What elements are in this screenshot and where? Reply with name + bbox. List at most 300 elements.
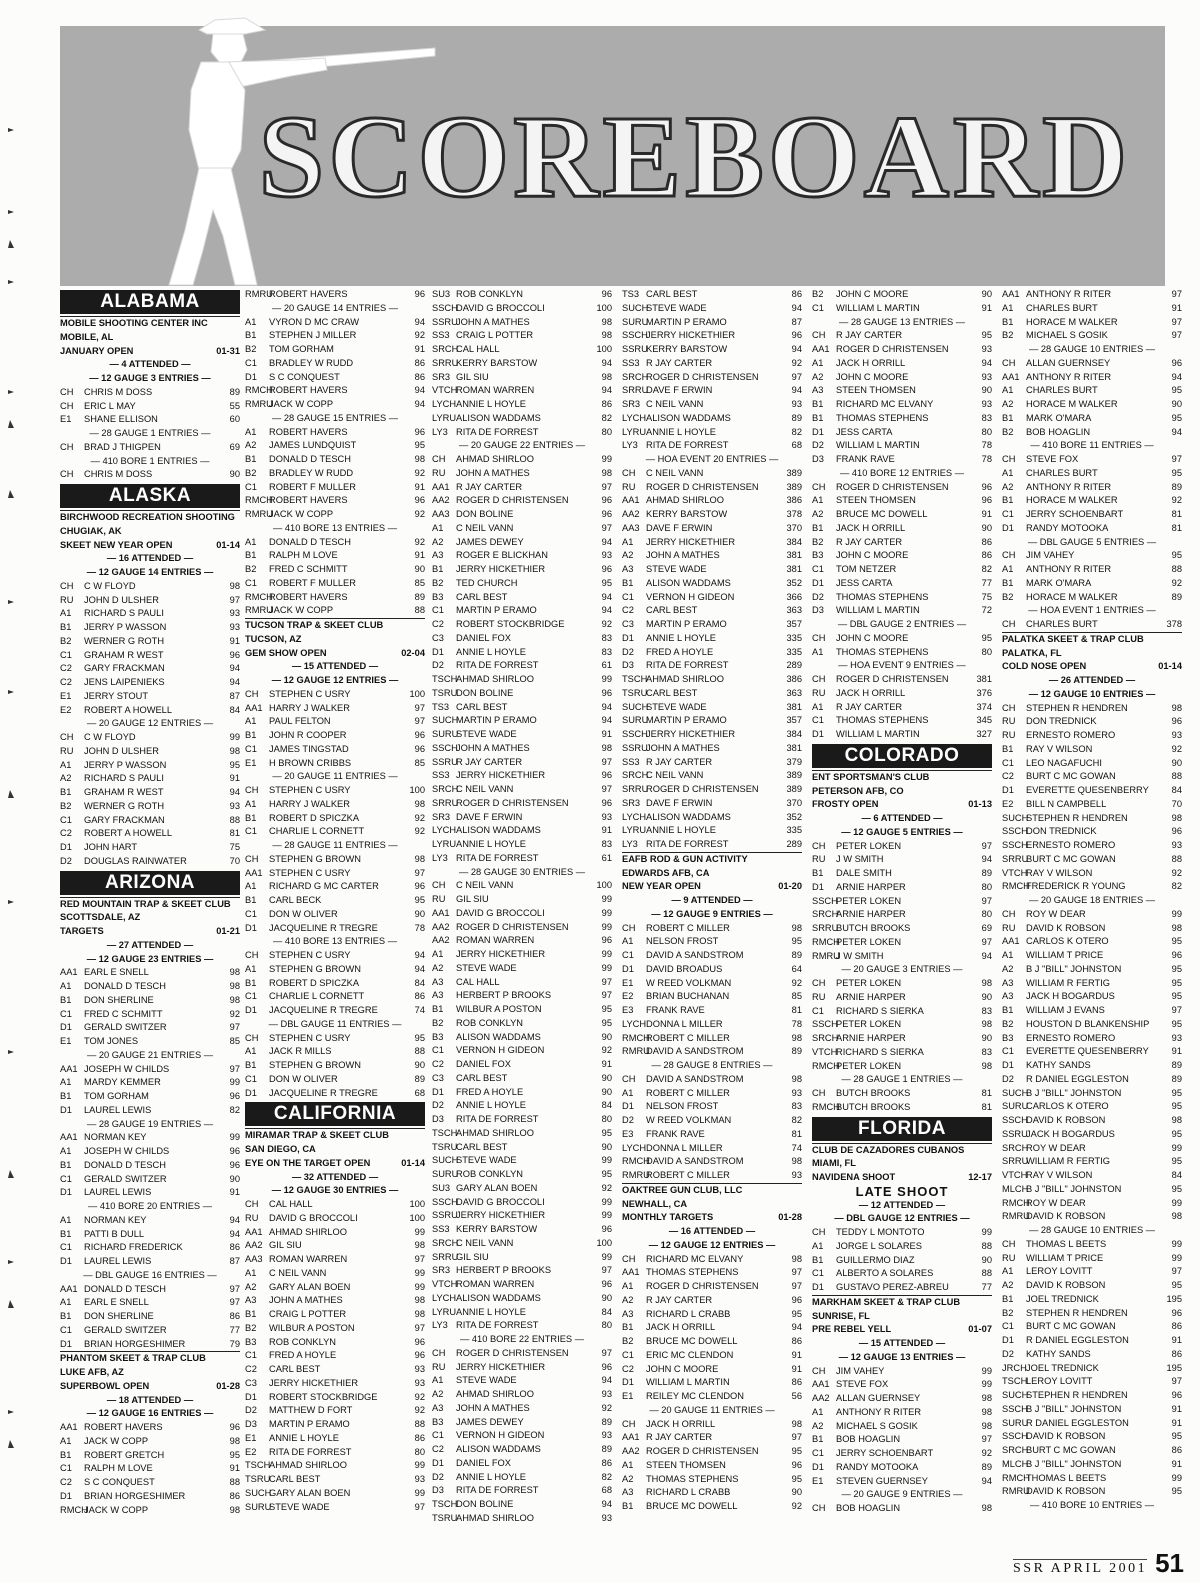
class-code: RMCH <box>812 1101 840 1112</box>
shooter-name: JOHN C MOORE <box>836 371 909 382</box>
class-code: CH <box>812 481 826 492</box>
shooter-name: ALISON WADDAMS <box>646 811 731 822</box>
result-row <box>622 1500 802 1514</box>
shooter-name: JIM VAHEY <box>836 1365 885 1376</box>
class-code: D1 <box>622 632 634 643</box>
class-code: B1 <box>1002 1005 1014 1015</box>
result-row <box>622 1473 802 1487</box>
score: 99 <box>229 1132 240 1143</box>
event-date: 01-14 <box>216 539 240 550</box>
result-row <box>1002 757 1182 771</box>
shooter-name: JOHN C MOORE <box>836 550 909 561</box>
score: 98 <box>791 1418 802 1429</box>
shooter-name: WILLIAM L MARTIN <box>836 302 920 313</box>
class-code: E1 <box>245 1432 257 1443</box>
shooter-name: PETER LOKEN <box>836 1060 902 1071</box>
score: 94 <box>229 787 240 797</box>
result-row <box>1002 922 1182 936</box>
results-column-4 <box>622 288 802 1560</box>
shooter-name: ROBERT HAVERS <box>84 1422 163 1432</box>
class-code: LY3 <box>432 1320 448 1331</box>
score: 98 <box>1171 702 1182 713</box>
score: 86 <box>791 1377 802 1388</box>
class-code: RMCH <box>812 1060 840 1071</box>
shooter-name: GERALD SWITZER <box>84 1022 167 1033</box>
class-code: CH <box>245 853 259 864</box>
result-row <box>432 989 612 1003</box>
class-code: D1 <box>812 1461 824 1472</box>
class-code: CH <box>245 1199 259 1209</box>
score: 56 <box>791 1391 802 1401</box>
result-row <box>812 687 992 701</box>
class-code: SRCH <box>432 344 459 354</box>
shooter-name: RANDY MOTOOKA <box>1026 522 1109 533</box>
score: 99 <box>601 894 612 904</box>
result-row <box>1002 1252 1182 1266</box>
shooter-name: GARY FRACKMAN <box>84 663 165 674</box>
result-row <box>60 1159 240 1173</box>
score: 99 <box>601 907 612 918</box>
shooter-name: RITA DE FORREST <box>456 1114 539 1124</box>
result-row <box>432 591 612 605</box>
shooter-name: JOHN A MATHES <box>269 1295 343 1306</box>
result-row <box>622 1349 802 1363</box>
shooter-name: THOMAS STEPHENS <box>836 646 929 657</box>
class-code: RMCH <box>1002 1197 1030 1208</box>
shooter-name: ROBERT F MULLER <box>269 577 356 588</box>
class-code: B1 <box>60 1449 72 1460</box>
score: 93 <box>229 622 240 632</box>
shooter-name: R JAY CARTER <box>646 1294 713 1305</box>
class-code: CH <box>812 1088 826 1098</box>
shooter-name: STEPHEN R HENDREN <box>1026 1307 1128 1318</box>
class-code: A2 <box>622 1294 634 1305</box>
score: 96 <box>229 1091 240 1101</box>
score: 89 <box>1171 481 1182 492</box>
class-code: AA1 <box>812 344 830 354</box>
event-name: TARGETS <box>60 926 104 936</box>
class-code: CH <box>1002 702 1016 713</box>
class-code: CH <box>812 1365 826 1376</box>
score: 88 <box>1171 771 1182 782</box>
class-code: RU <box>245 1212 259 1223</box>
shooter-name: CARL BEST <box>456 701 508 712</box>
class-code: E2 <box>60 704 72 715</box>
result-row <box>1002 949 1182 963</box>
result-row <box>245 371 425 385</box>
score: 95 <box>1171 1101 1182 1112</box>
class-code: B1 <box>245 330 257 341</box>
score: 86 <box>414 1432 425 1443</box>
class-code: B1 <box>245 1060 257 1070</box>
shooter-name: CHARLIE L CORNETT <box>269 826 365 837</box>
result-row <box>245 757 425 771</box>
result-row <box>1002 1444 1182 1458</box>
shooter-name: JOHN A MATHES <box>646 550 720 561</box>
result-row <box>60 827 240 841</box>
shooter-name: ROGER D CHRISTENSEN <box>836 344 949 354</box>
result-row <box>245 1281 425 1295</box>
class-code: D1 <box>812 1282 824 1292</box>
shooter-name: ROBERT F MULLER <box>269 481 356 492</box>
score: 92 <box>414 1391 425 1402</box>
shooter-name: JACK W COPP <box>84 1504 149 1515</box>
event-title <box>245 647 425 661</box>
result-row <box>60 413 240 427</box>
class-code: B2 <box>60 635 72 646</box>
result-row <box>245 1404 425 1418</box>
class-code: A1 <box>60 608 72 619</box>
class-code: C2 <box>245 1364 257 1374</box>
shooter-name: ANTHONY R RITER <box>1026 371 1112 382</box>
class-code: B1 <box>245 812 257 823</box>
shooter-name: DOUGLAS RAINWATER <box>84 855 187 866</box>
class-code: RMCH <box>622 1156 650 1167</box>
result-row <box>432 1044 612 1058</box>
result-row <box>245 288 425 302</box>
score: 61 <box>601 852 612 863</box>
score: 96 <box>601 935 612 946</box>
class-code: D1 <box>432 1086 444 1097</box>
result-row <box>622 343 802 357</box>
class-code: A3 <box>1002 991 1014 1002</box>
score: 94 <box>414 399 425 409</box>
result-row <box>622 288 802 302</box>
shooter-name: B J "BILL" JOHNSTON <box>1026 1183 1122 1194</box>
score: 381 <box>786 550 802 561</box>
class-code: TSRU <box>432 687 458 698</box>
class-code: RMRU <box>812 950 840 961</box>
result-row <box>1002 1362 1182 1376</box>
shooter-name: HORACE M WALKER <box>1026 591 1118 602</box>
class-code: D2 <box>432 660 444 671</box>
result-row <box>812 563 992 577</box>
score: 94 <box>601 715 612 726</box>
score: 86 <box>981 536 992 547</box>
result-row <box>622 838 802 852</box>
result-row <box>622 824 802 838</box>
score: 98 <box>229 1435 240 1446</box>
result-row <box>432 797 612 811</box>
result-row <box>622 963 802 977</box>
score: 82 <box>601 412 612 423</box>
class-code: D3 <box>622 660 634 671</box>
shooter-name: GUILLERMO DIAZ <box>836 1254 915 1265</box>
score: 87 <box>229 690 240 701</box>
result-row <box>432 1402 612 1416</box>
division-heading: — 12 GAUGE 16 ENTRIES — <box>86 1408 214 1419</box>
class-code: RU <box>1002 730 1016 740</box>
state-heading: ALABAMA <box>60 290 240 314</box>
event-date: 02-04 <box>401 647 425 658</box>
score: 98 <box>1171 1211 1182 1222</box>
result-row <box>812 549 992 563</box>
result-row <box>622 687 802 701</box>
score: 75 <box>981 591 992 602</box>
score: 90 <box>981 289 992 299</box>
shooter-name: ALISON WADDAMS <box>456 412 541 423</box>
score: 95 <box>1171 991 1182 1002</box>
result-row <box>245 1459 425 1473</box>
shooter-name: CARL BECK <box>269 895 322 905</box>
score: 69 <box>981 923 992 933</box>
result-row <box>812 1447 992 1461</box>
shooter-name: BOB HOAGLIN <box>836 1434 901 1445</box>
score: 99 <box>1171 1472 1182 1483</box>
class-code: A2 <box>60 773 72 784</box>
shooter-name: JACK W COPP <box>269 509 334 519</box>
class-code: LY3 <box>432 426 448 437</box>
shooter-name: ALBERTO A SOLARES <box>836 1268 934 1279</box>
score: 96 <box>601 495 612 506</box>
result-row <box>60 994 240 1008</box>
division-heading: — 20 GAUGE 9 ENTRIES — <box>841 1489 963 1500</box>
class-code: CH <box>1002 550 1016 561</box>
class-code: A3 <box>432 990 444 1001</box>
result-row <box>812 1254 992 1268</box>
result-row <box>812 922 992 936</box>
result-row <box>812 840 992 854</box>
result-row <box>812 1433 992 1447</box>
shooter-name: RITA DE FORREST <box>456 1485 539 1496</box>
division-heading: — 410 BORE 20 ENTRIES — <box>87 1201 212 1211</box>
shooter-name: TOM JONES <box>84 1036 139 1046</box>
shooter-name: C NEIL VANN <box>456 522 514 533</box>
shooter-name: R JAY CARTER <box>646 756 713 767</box>
result-row <box>622 1004 802 1018</box>
shooter-name: WERNER G ROTH <box>84 800 165 811</box>
shooter-name: ANTHONY R RITER <box>836 1406 922 1417</box>
event-title <box>812 1323 992 1337</box>
class-code: SR3 <box>432 1265 451 1276</box>
class-code: CH <box>60 469 74 480</box>
shooter-name: RITA DE FORREST <box>646 660 729 671</box>
class-code: A2 <box>432 1389 444 1399</box>
score: 96 <box>414 495 425 506</box>
class-code: A1 <box>60 1435 72 1446</box>
score: 97 <box>1171 289 1182 299</box>
score: 89 <box>791 1046 802 1057</box>
class-code: D1 <box>60 1256 72 1266</box>
result-row <box>812 536 992 550</box>
class-code: D2 <box>432 1471 444 1482</box>
shooter-name: R DANIEL EGGLESTON <box>1026 1417 1129 1428</box>
score: 93 <box>601 550 612 561</box>
result-row <box>622 1376 802 1390</box>
class-code: C1 <box>812 302 824 313</box>
score: 81 <box>1171 522 1182 533</box>
score: 90 <box>601 1141 612 1152</box>
result-row <box>245 481 425 495</box>
result-row <box>812 1101 992 1115</box>
class-code: A1 <box>812 646 824 657</box>
class-code: A2 <box>622 1473 634 1484</box>
class-code: RMRU <box>622 1046 650 1057</box>
score: 98 <box>414 853 425 864</box>
shooter-name: STEVE WADE <box>456 962 517 973</box>
footer-issue: SSR APRIL 2001 <box>1013 1561 1148 1576</box>
division-heading: — 410 BORE 1 ENTRIES — <box>90 455 210 466</box>
class-code: E1 <box>622 977 634 988</box>
result-row <box>60 800 240 814</box>
result-row <box>812 1267 992 1281</box>
score: 70 <box>229 855 240 866</box>
shooter-name: ROBERT C MILLER <box>646 1170 730 1180</box>
score: 98 <box>601 371 612 382</box>
shooter-name: HERBERT P BROOKS <box>456 1265 552 1276</box>
shooter-name: DONALD D TESCH <box>84 1283 166 1294</box>
result-row <box>245 398 425 412</box>
class-code: A1 <box>60 981 72 991</box>
score: 96 <box>791 1294 802 1305</box>
class-code: D1 <box>60 842 72 852</box>
result-row <box>1002 1114 1182 1128</box>
result-row <box>245 439 425 453</box>
club-location: SAN DIEGO, CA <box>245 1144 316 1154</box>
score: 98 <box>414 1240 425 1251</box>
shooter-name: KATHY SANDS <box>1026 1060 1091 1070</box>
result-row <box>812 1406 992 1420</box>
result-row <box>622 1418 802 1432</box>
shooter-name: CHARLIE L CORNETT <box>269 991 365 1002</box>
class-code: VTCH <box>812 1046 838 1057</box>
shooter-name: RITA DE FORREST <box>269 1446 352 1457</box>
score: 92 <box>1171 577 1182 588</box>
result-row <box>432 1484 612 1498</box>
score: 86 <box>414 357 425 368</box>
division-heading: LATE SHOOT <box>855 1183 949 1199</box>
class-code: D3 <box>812 605 824 616</box>
result-row <box>622 990 802 1004</box>
result-row <box>622 1266 802 1280</box>
shooter-name: BURT C MC GOWAN <box>1026 1321 1116 1332</box>
score: 99 <box>981 1379 992 1390</box>
result-row <box>1002 770 1182 784</box>
score: 98 <box>791 1156 802 1167</box>
result-row <box>60 759 240 773</box>
class-code: SSRU <box>432 756 458 767</box>
result-row <box>1002 1004 1182 1018</box>
shooter-name: JACK W COPP <box>269 605 334 616</box>
class-code: B2 <box>432 577 444 588</box>
club-name: RED MOUNTAIN TRAP & SKEET CLUB <box>60 897 240 912</box>
shooter-name: LAUREL LEWIS <box>84 1256 152 1266</box>
shooter-name: JESS CARTA <box>836 426 893 437</box>
class-code: D2 <box>622 646 634 657</box>
result-row <box>812 881 992 895</box>
score: 99 <box>601 1210 612 1221</box>
class-code: A1 <box>812 701 824 712</box>
score: 93 <box>791 1087 802 1098</box>
class-code: D1 <box>60 1490 72 1501</box>
score: 99 <box>601 921 612 932</box>
shooter-name: DAVID K ROBSON <box>1026 1211 1106 1222</box>
shooter-name: ALISON WADDAMS <box>646 412 731 423</box>
shooter-name: FRANK RAVE <box>646 1128 705 1139</box>
shooter-name: ROBERT D SPICZKA <box>269 812 360 823</box>
shooter-name: STEPHEN C USRY <box>269 688 351 699</box>
class-code: SR3 <box>432 811 451 822</box>
score: 92 <box>1171 743 1182 754</box>
shooter-name: RICHARD L CRABB <box>646 1487 731 1498</box>
result-row <box>1002 1045 1182 1059</box>
shooter-name: JACK H ORRILL <box>646 1418 716 1429</box>
score: 366 <box>786 591 802 602</box>
class-code: CH <box>622 922 636 933</box>
score: 80 <box>981 646 992 657</box>
class-code: C1 <box>622 1349 634 1360</box>
result-row <box>245 467 425 481</box>
class-code: SUCH <box>432 715 459 726</box>
shooter-name: THOMAS L BEETS <box>1026 1472 1107 1483</box>
shooter-name: JOHN C MOORE <box>836 632 909 643</box>
score: 99 <box>601 1251 612 1262</box>
division-heading: — 410 BORE 12 ENTRIES — <box>839 467 964 478</box>
result-row <box>622 1142 802 1156</box>
result-row <box>622 783 802 797</box>
result-row <box>622 797 802 811</box>
class-code: SSRU <box>1002 1128 1028 1139</box>
division-heading: — 28 GAUGE 10 ENTRIES — <box>1028 344 1156 354</box>
club-name: MOBILE SHOOTING CENTER INC <box>60 316 240 331</box>
class-code: B3 <box>245 1336 257 1347</box>
score: 363 <box>786 687 802 698</box>
class-code: CH <box>245 688 259 699</box>
club-location: CHUGIAK, AK <box>60 525 122 536</box>
result-row <box>60 814 240 828</box>
event-title <box>60 1380 240 1394</box>
class-code: TSCH <box>432 674 458 684</box>
result-row <box>432 976 612 990</box>
result-row <box>622 1253 802 1267</box>
class-code: SSCH <box>432 742 458 753</box>
score: 99 <box>1171 1142 1182 1153</box>
result-row <box>432 1017 612 1031</box>
result-row <box>432 577 612 591</box>
class-code: RMCH <box>245 591 273 602</box>
result-row <box>60 980 240 994</box>
score: 86 <box>414 991 425 1002</box>
class-code: SRCH <box>432 1237 459 1248</box>
score: 82 <box>1171 881 1182 892</box>
result-row <box>622 522 802 536</box>
shooter-name: THOMAS L BEETS <box>1026 1238 1107 1249</box>
shooter-name: STEVE WADE <box>646 302 707 313</box>
score: 95 <box>1171 1087 1182 1098</box>
result-row <box>60 1241 240 1255</box>
score: 98 <box>229 981 240 991</box>
result-row <box>432 962 612 976</box>
class-code: SURU <box>1002 1417 1029 1428</box>
result-row <box>1002 1348 1182 1362</box>
division-heading: — 20 GAUGE 11 ENTRIES — <box>649 1404 775 1415</box>
shooter-name: BRAD J THIGPEN <box>84 441 161 452</box>
class-code: RMCH <box>245 495 273 506</box>
result-row <box>812 1087 992 1101</box>
result-row <box>432 1319 612 1333</box>
result-row <box>245 536 425 550</box>
club-name: BIRCHWOOD RECREATION SHOOTING <box>60 510 240 525</box>
score: 91 <box>601 1059 612 1069</box>
result-row <box>1002 1059 1182 1073</box>
class-code: RU <box>812 991 826 1002</box>
shooter-name: CHARLES BURT <box>1026 619 1098 629</box>
result-row <box>1002 1389 1182 1403</box>
shooter-name: JOHN C MOORE <box>836 289 909 299</box>
class-code: VTCH <box>1002 867 1028 878</box>
division-heading: — 27 ATTENDED — <box>106 939 194 950</box>
class-code: AA1 <box>60 1132 78 1143</box>
